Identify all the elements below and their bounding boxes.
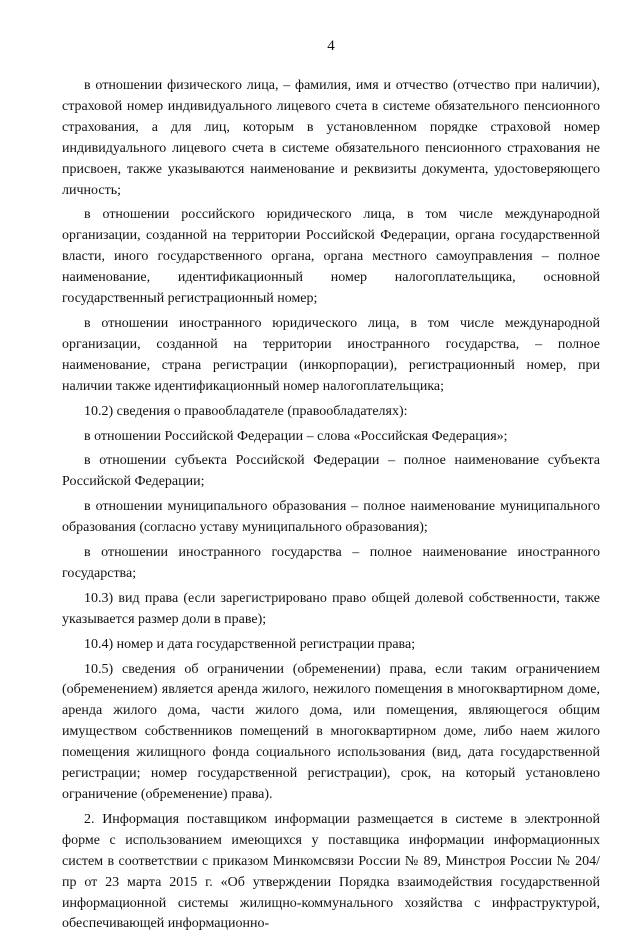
- paragraph-item-10-2: 10.2) сведения о правообладателе (правообладателях):: [84, 403, 408, 419]
- paragraph-federal-subject: в отношении субъекта Российской Федерации – полное наименование субъекта Российской Федерации;: [62, 453, 600, 490]
- paragraph-russian-legal-entity: в отношении российского юридического лица, в том числе международной организации, созданной на территории Российской Федерации, органа государственной власти, иного государственного органа, органа местного самоуправления – полное наименование, идентификационный номер налогоплательщика, основной государственный регистрационный номер;: [62, 207, 600, 307]
- paragraph-item-10-4: 10.4) номер и дата государственной регистрации права;: [84, 636, 416, 652]
- paragraph-individual: в отношении физического лица, – фамилия, имя и отчество (отчество при наличии), страховой номер индивидуального лицевого счета в системе обязательного пенсионного страхования, а для лиц, которым в установленном порядке страховой номер индивидуального лицевого счета в системе обязательного пенсионного страхования не присвоен, также указываются наименование и реквизиты документа, удостоверяющего личность;: [62, 78, 600, 198]
- paragraph-item-10-5: 10.5) сведения об ограничении (обременении) права, если таким ограничением (обременением) является аренда жилого, нежилого помещения в многоквартирном доме, аренда жилого дома, части жилого дома, или помещения, являющегося общим имуществом собственников помещений в многоквартирном доме, либо наем жилого помещения жилищного фонда социального использования (вид, дата государственной регистрации; номер государственной регистрации), срок, на который установлено ограничение (обременение) права).: [62, 661, 600, 802]
- paragraph-municipality: в отношении муниципального образования – полное наименование муниципального образования (согласно уставу муниципального образования);: [62, 499, 600, 536]
- paragraph-foreign-legal-entity: в отношении иностранного юридического лица, в том числе международной организации, созданной на территории иностранного государства, – полное наименование, страна регистрации (инкорпорации), регистрационный номер, при наличии также идентификационный номер налогоплательщика;: [62, 315, 600, 394]
- paragraph-section-2: 2. Информация поставщиком информации размещается в системе в электронной форме с использованием имеющихся у поставщика информации информационных систем в соответствии с приказом Минкомсвязи России № 89, Минстроя России № 204/пр от 23 марта 2015 г. «Об утверждении Порядка взаимодействия государственной информационной системы жилищно-коммунального хозяйства с инфраструктурой, обеспечивающей информационно-: [62, 811, 600, 932]
- page-number: 4: [327, 38, 335, 54]
- paragraph-russian-federation: в отношении Российской Федерации – слова «Российская Федерация»;: [84, 428, 508, 444]
- paragraph-foreign-state: в отношении иностранного государства – полное наименование иностранного государства;: [62, 545, 600, 581]
- paragraph-item-10-3: 10.3) вид права (если зарегистрировано право общей долевой собственности, также указывается размер доли в праве);: [62, 590, 600, 627]
